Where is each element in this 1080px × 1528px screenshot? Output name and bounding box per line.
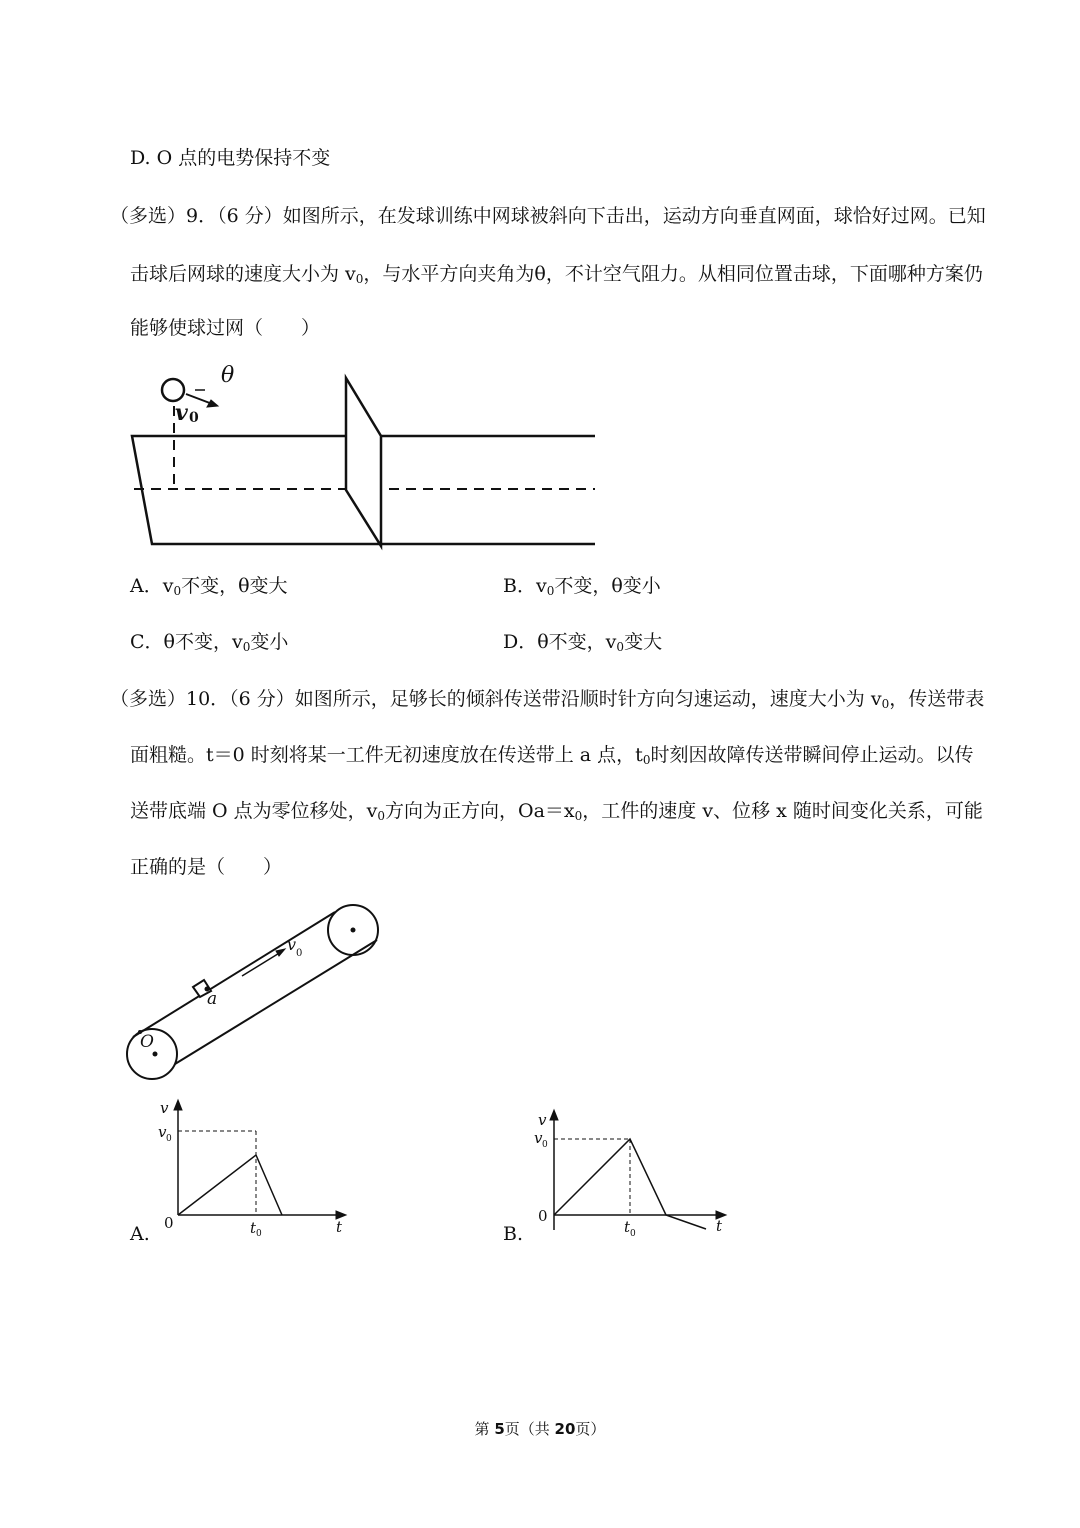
q9-tennis-figure xyxy=(125,360,595,555)
svg-text:v: v xyxy=(158,1123,167,1141)
belt-bottom-edge xyxy=(175,940,377,1064)
q10-stem-line2: 面粗糙。t＝0 时刻将某一工件无初速度放在传送带上 a 点，$t_0$时刻因故障传送带瞬间停止运动。以传 xyxy=(130,744,974,767)
belt-top-edge xyxy=(133,912,335,1037)
q9-option-c: C．θ不变，$v_0$变小 xyxy=(130,631,289,654)
point-a-label: a xyxy=(207,989,218,1009)
q10-stem-line4: 正确的是（ ） xyxy=(130,856,283,878)
q10-option-a-label: A. xyxy=(130,1223,150,1245)
q9-stem-line1: （多选）9．（6 分）如图所示，在发球训练中网球被斜向下击出，运动方向垂直网面，球恰好过网。已知 xyxy=(110,205,986,227)
velocity-arrowhead xyxy=(207,400,218,407)
q9-option-b: B．$v_0$不变，θ变小 xyxy=(503,575,661,598)
theta-label: θ xyxy=(221,363,235,388)
svg-text:0: 0 xyxy=(296,948,303,959)
page-footer: 第 5页（共 20页） xyxy=(474,1420,606,1438)
current-page-number: 5 xyxy=(494,1420,505,1438)
svg-text:t: t xyxy=(716,1217,723,1235)
point-o-label: O xyxy=(140,1032,154,1052)
svg-text:0: 0 xyxy=(189,410,199,426)
svg-text:0: 0 xyxy=(542,1140,548,1150)
v0-label: v xyxy=(175,400,188,426)
belt-velocity-arrow xyxy=(242,952,281,976)
q10-conveyor-figure xyxy=(125,900,385,1085)
svg-text:0: 0 xyxy=(630,1229,636,1239)
svg-text:0: 0 xyxy=(166,1134,172,1144)
q9-option-d: D．θ不变，$v_0$变大 xyxy=(503,631,663,654)
q9-stem-line2: 击球后网球的速度大小为 $v_0$，与水平方向夹角为θ，不计空气阻力。从相同位置击球，下面哪种方案仍 xyxy=(130,263,983,286)
svg-text:v: v xyxy=(538,1111,547,1129)
q10-stem-line1: （多选）10．（6 分）如图所示，足够长的倾斜传送带沿顺时针方向匀速运动，速度大小为 $v_0$，传送带表 xyxy=(110,688,985,711)
q10-option-b-label: B. xyxy=(503,1223,524,1245)
svg-text:0: 0 xyxy=(164,1214,174,1232)
svg-text:v: v xyxy=(160,1099,169,1117)
q9-option-a: A．$v_0$不变，θ变大 xyxy=(130,575,288,598)
graph-a-velocity-curve xyxy=(178,1155,282,1215)
svg-text:t: t xyxy=(250,1219,257,1237)
q8-option-d: D. O 点的电势保持不变 xyxy=(130,147,331,169)
tennis-net xyxy=(346,378,381,546)
svg-text:t: t xyxy=(336,1218,343,1236)
q9-stem-line3: 能够使球过网（ ） xyxy=(130,317,321,339)
q10-stem-line3: 送带底端 O 点为零位移处，$v_0$方向为正方向，$Oa=x_0$，工件的速度 v、位移 x 随时间变化关系，可能 xyxy=(130,800,983,823)
svg-text:t: t xyxy=(624,1218,631,1236)
tennis-ball xyxy=(162,379,184,401)
svg-text:0: 0 xyxy=(538,1207,548,1225)
total-page-count: 20 xyxy=(554,1420,576,1438)
q10-graph-b xyxy=(528,1105,738,1245)
svg-text:0: 0 xyxy=(256,1229,262,1239)
conveyor-v0-label: v xyxy=(287,935,297,954)
svg-text:v: v xyxy=(534,1129,543,1147)
q10-graph-a xyxy=(150,1095,360,1245)
